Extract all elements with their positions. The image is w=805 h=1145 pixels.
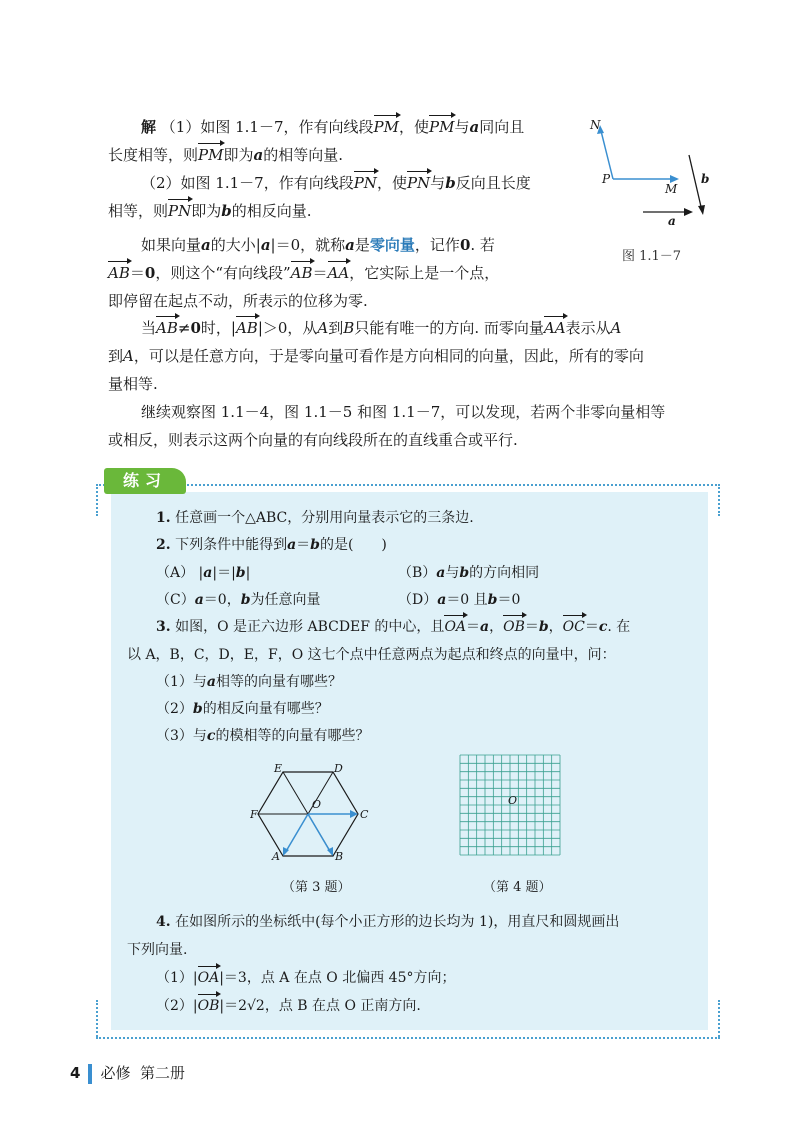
text: （3）与: [156, 728, 207, 744]
text: ，: [489, 619, 504, 635]
text: （1）|: [156, 970, 198, 986]
solution-line-2: [108, 145, 343, 165]
vector-ab: AB: [108, 264, 130, 282]
hex-label-b: B: [335, 850, 344, 862]
page-number: 4: [70, 1064, 81, 1082]
vector-ab: AB: [290, 264, 313, 282]
text: 即为: [191, 202, 222, 220]
text: （B）: [398, 565, 437, 581]
text: 在如图所示的坐标纸中(每个小正方形的边长均为 1)，用直尺和圆规画出: [175, 914, 620, 930]
text: 表示从: [565, 319, 611, 337]
vector-c: c: [206, 728, 216, 744]
exercise-q3-2: [156, 699, 329, 719]
vector-b: b: [445, 174, 456, 192]
vector-b: b: [235, 565, 246, 581]
exercise-border-right-top: [718, 484, 720, 516]
exercise-q4-1: [156, 968, 456, 988]
solution-line-4: [108, 201, 312, 221]
text: ，: [548, 619, 563, 635]
vector-b: b: [310, 537, 320, 553]
text: ，使: [376, 174, 407, 192]
text: 下列条件中能得到: [175, 537, 288, 553]
text: 相等的向量有哪些？: [216, 674, 342, 690]
text: （C）: [156, 592, 195, 608]
hex-caption: （第 3 题）: [282, 880, 351, 895]
exercise-q3-line-2: 以 A，B，C，D，E，F，O 这七个点中任意两点为起点和终点的向量中，问：: [127, 647, 616, 663]
question-number: 2.: [156, 537, 171, 553]
vector-b: b: [538, 619, 549, 635]
text: ＝: [466, 619, 481, 635]
vector-a: a: [206, 674, 216, 690]
hex-label-f: F: [250, 808, 258, 821]
option-d: [398, 590, 520, 610]
text: （1）如图 1.1－7，作有向线段: [160, 118, 374, 136]
vector-a: a: [469, 118, 480, 136]
vector-a: a: [203, 565, 213, 581]
term-zero-vector: 零向量: [369, 236, 415, 254]
vector-ob-line: [308, 814, 331, 853]
text: 同向且: [479, 118, 525, 136]
zero-symbol: 0: [144, 264, 156, 282]
text: |＞0，从: [257, 319, 318, 337]
text: ＝: [129, 264, 145, 282]
text: 相等，则: [108, 202, 169, 220]
text: 的相等向量.: [263, 146, 343, 164]
hex-label-c: C: [360, 808, 369, 821]
label-a: a: [668, 214, 676, 228]
text: ，它实际上是一个点，: [349, 264, 500, 282]
label-b: b: [701, 172, 710, 186]
figure-1-1-7: [585, 115, 715, 230]
vector-ob: OB: [197, 998, 220, 1014]
text: 的相反向量.: [231, 202, 312, 220]
text: 的大小|: [210, 236, 261, 254]
exercise-q4: [156, 912, 619, 932]
vector-a: a: [345, 236, 355, 254]
vector-a: a: [436, 565, 446, 581]
text: 长度相等，则: [108, 146, 199, 164]
text: 的是( ): [319, 537, 387, 553]
exercise-q1: [156, 508, 474, 528]
text: （1）与: [156, 674, 207, 690]
text: . 在: [607, 619, 631, 635]
footer-divider: [88, 1064, 92, 1084]
text: |＝2: [219, 998, 248, 1014]
hexagon-figure: [250, 762, 370, 862]
hex-label-d: D: [334, 762, 343, 775]
vector-a: a: [201, 236, 211, 254]
exercise-q4-line-2: 下列向量.: [127, 942, 188, 958]
exercise-border-left-bottom: [96, 1000, 98, 1037]
point-a: A: [610, 319, 622, 337]
vector-pn: PN: [406, 174, 431, 192]
vector-a: a: [480, 619, 490, 635]
text: ＝: [296, 537, 311, 553]
text: 到: [108, 347, 124, 365]
vector-aa: AA: [327, 264, 350, 282]
text: 当: [141, 319, 157, 337]
vector-oc: OC: [562, 619, 585, 635]
vector-a: a: [194, 592, 204, 608]
grid-caption: （第 4 题）: [483, 880, 552, 895]
vector-ob: OB: [503, 619, 525, 635]
text: ，可以是任意方向，于是零向量可看作是方向相同的向量，因此，所有的零向: [133, 347, 644, 365]
text: ≠: [177, 319, 191, 337]
vector-ab: AB: [235, 319, 258, 337]
vector-a: a: [253, 146, 264, 164]
exercise-border-bottom: [96, 1037, 720, 1039]
point-a: A: [123, 347, 134, 365]
text: |＝0，就称: [270, 236, 346, 254]
text: 的方向相同: [469, 565, 540, 581]
zero-line-2: [108, 263, 499, 283]
text: 只能有唯一的方向. 而零向量: [354, 319, 544, 337]
label-n: N: [590, 118, 601, 132]
vector-b: b: [487, 592, 498, 608]
exercise-border-top: [96, 484, 720, 486]
vector-pm: PM: [373, 118, 399, 136]
vector-pn: PN: [168, 202, 192, 220]
hex-label-a: A: [272, 850, 280, 862]
text: 时，|: [200, 319, 236, 337]
text: ，点 B 在点 O 正南方向.: [264, 998, 421, 1014]
exercise-q3: [156, 617, 630, 637]
vector-c: c: [598, 619, 608, 635]
vector-a: a: [437, 592, 447, 608]
grid-label-o: O: [508, 794, 518, 807]
vector-a: a: [260, 236, 271, 254]
text: ＝0: [497, 592, 521, 608]
vector-b: b: [240, 592, 251, 608]
exercise-q3-1: [156, 672, 342, 692]
hex-label-e: E: [274, 762, 283, 775]
text: ＝: [312, 264, 328, 282]
sqrt-two: √2: [247, 998, 265, 1014]
question-number: 3.: [156, 619, 171, 635]
text: ，则这个“有向线段”: [155, 264, 291, 282]
text: 与: [430, 174, 446, 192]
vector-b: b: [221, 202, 232, 220]
text: 如果向量: [141, 236, 202, 254]
vector-oa: OA: [444, 619, 467, 635]
page-footer: [70, 1062, 185, 1084]
solution-line-3: [141, 173, 531, 193]
text: ＝0，: [203, 592, 241, 608]
exercise-border-right-bottom: [718, 1000, 720, 1037]
figure-caption: 图 1.1－7: [622, 249, 682, 264]
point-a: A: [317, 319, 329, 337]
option-b: [398, 563, 539, 583]
volume-title: 第二册: [140, 1064, 186, 1082]
text: 是: [354, 236, 370, 254]
solution-label: 解: [141, 118, 157, 136]
book-title: 必修: [100, 1064, 131, 1082]
vector-ab: AB: [156, 319, 178, 337]
question-number: 1.: [156, 510, 171, 526]
vector-a: a: [287, 537, 297, 553]
text: 即为: [223, 146, 254, 164]
label-m: M: [665, 182, 678, 196]
vector-oa-line: [285, 814, 308, 853]
text: 任意画一个△ABC，分别用向量表示它的三条边.: [175, 510, 474, 526]
vector-pm: PM: [198, 146, 224, 164]
exercise-tag: 练习: [104, 468, 186, 494]
option-c: [156, 590, 321, 610]
arrow-b: [698, 205, 705, 215]
vector-pm: PM: [428, 118, 455, 136]
text: （A） |: [156, 565, 204, 581]
coordinate-grid: [458, 753, 563, 858]
text: |＝3，点 A 在点 O 北偏西 45°方向；: [219, 970, 456, 986]
option-a: [156, 563, 250, 583]
text: 的相反向量有哪些？: [202, 701, 329, 717]
text: 与: [454, 118, 470, 136]
zero-line-1: [141, 235, 495, 255]
zero-line-6: 量相等.: [108, 375, 158, 393]
text: . 若: [470, 236, 495, 254]
text: （D）: [398, 592, 438, 608]
text: 为任意向量: [250, 592, 321, 608]
text: （2）如图 1.1－7，作有向线段: [141, 174, 354, 192]
label-p: P: [602, 172, 611, 186]
text: ＝: [524, 619, 539, 635]
point-b: B: [343, 319, 355, 337]
vector-b: b: [192, 701, 203, 717]
zero-line-4: [141, 318, 621, 338]
text: 到: [328, 319, 344, 337]
exercise-q4-2: [156, 996, 421, 1016]
exercise-border-left-top: [96, 484, 98, 516]
arrow-a: [684, 208, 693, 216]
zero-line-3: 即停留在起点不动，所表示的位移为零.: [108, 292, 368, 310]
text: （2）: [156, 701, 193, 717]
text: 如图，O 是正六边形 ABCDEF 的中心，且: [175, 619, 445, 635]
exercise-q3-3: [156, 726, 369, 746]
exercise-q2: [156, 535, 387, 555]
text: |＝|: [212, 565, 236, 581]
solution-line-1: [141, 117, 524, 137]
zero-line-7: 继续观察图 1.1－4，图 1.1－5 和图 1.1－7，可以发现，若两个非零向量相等: [141, 403, 666, 421]
vector-oa: OA: [197, 970, 220, 986]
text: ，使: [398, 118, 429, 136]
text: 与: [445, 565, 460, 581]
zero-symbol: 0: [190, 319, 201, 337]
hex-label-o: O: [312, 798, 322, 811]
text: 反向且长度: [455, 174, 531, 192]
vector-aa: AA: [543, 319, 566, 337]
zero-line-8: 或相反，则表示这两个向量的有向线段所在的直线重合或平行.: [108, 431, 518, 449]
text: ＝0 且: [446, 592, 488, 608]
question-number: 4.: [156, 914, 171, 930]
zero-symbol: 0: [459, 236, 471, 254]
zero-line-5: [108, 346, 644, 366]
vector-pn: PN: [353, 174, 377, 192]
text: （2）|: [156, 998, 198, 1014]
text: ＝: [584, 619, 599, 635]
text: |: [245, 565, 251, 581]
text: ，记作: [414, 236, 460, 254]
vector-b: b: [459, 565, 470, 581]
text: 的模相等的向量有哪些？: [215, 728, 370, 744]
